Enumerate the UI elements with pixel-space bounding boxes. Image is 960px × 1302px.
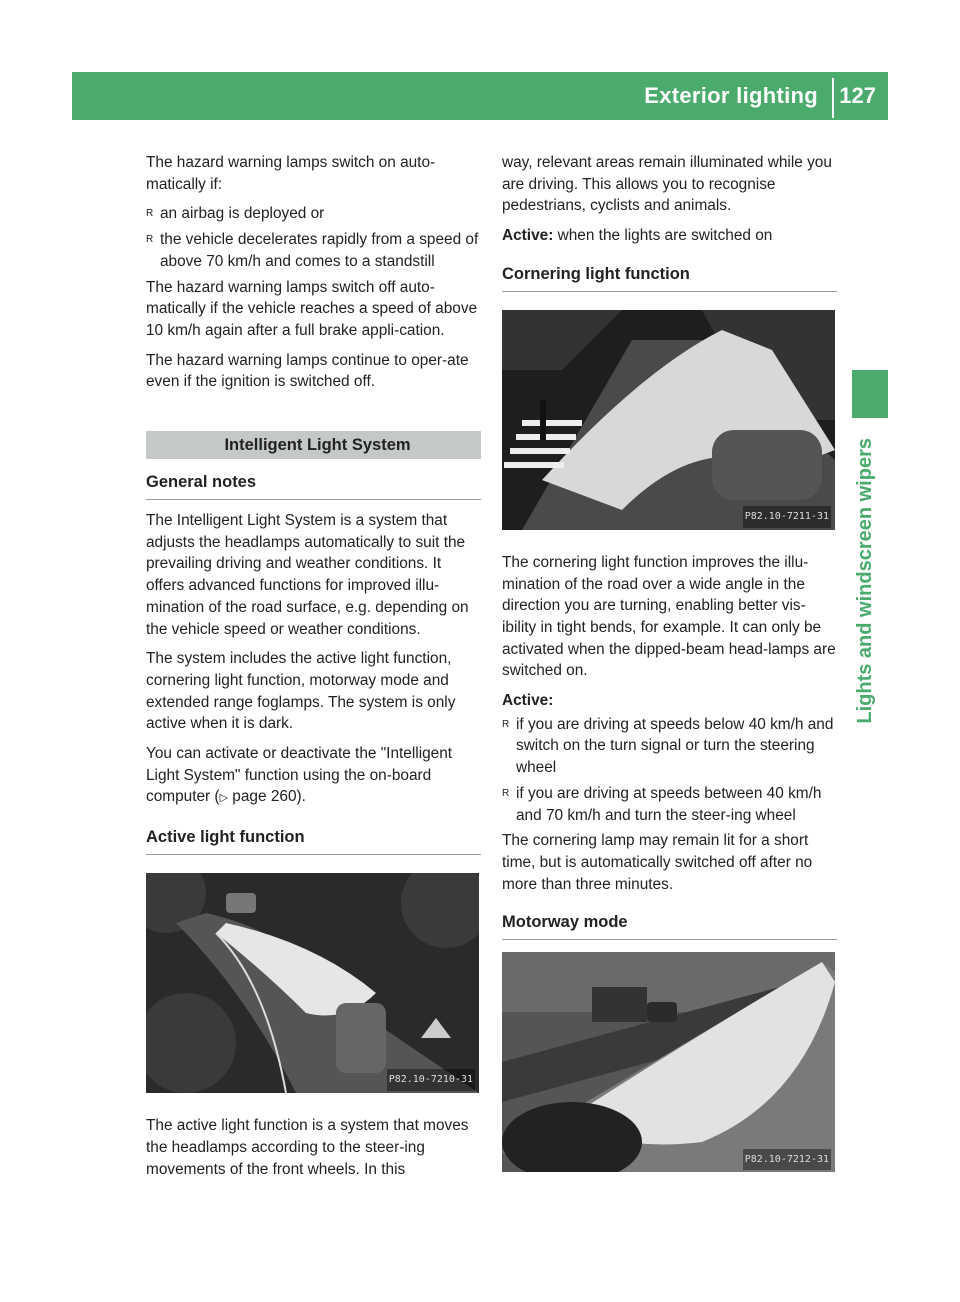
figure-code: P82.10-7212-31 — [743, 1149, 831, 1171]
motorway-mode-illustration — [502, 952, 835, 1172]
figure-code: P82.10-7210-31 — [387, 1069, 475, 1091]
cornering-active — [502, 690, 837, 712]
road-curve-image — [146, 873, 479, 1093]
side-tab-label: Lights and windscreen wipers — [854, 438, 876, 724]
right-column — [502, 152, 837, 1194]
page-number: 127 — [839, 83, 876, 108]
list-item — [146, 203, 481, 225]
bullet-marker: R — [146, 234, 154, 246]
section-title: Exterior lighting — [644, 83, 818, 108]
list-item — [502, 714, 837, 779]
list-item-text: the vehicle decelerates rapidly from a speed of above 70 km/h and comes to a standstill — [160, 231, 479, 270]
cornering-light-heading: Cornering light function — [502, 263, 837, 292]
list-item — [146, 229, 481, 272]
active-condition — [502, 225, 837, 247]
figure-code: P82.10-7211-31 — [743, 506, 831, 528]
motorway-mode-heading: Motorway mode — [502, 911, 837, 940]
bullet-marker: R — [502, 718, 510, 730]
left-column — [146, 152, 481, 1188]
hazard-off-text: The hazard warning lamps switch off auto-matically if the vehicle reaches a speed of above 10 km/h again after a full brake appli-cation. — [146, 278, 478, 339]
motorway-image — [502, 952, 835, 1172]
text-run: You can activate or deactivate the "Intelligent Light System" function using the on-board computer ( — [146, 745, 453, 806]
general-paragraph — [146, 743, 481, 810]
cornering-paragraph: The cornering lamp may remain lit for a short time, but is automatically switched off after no more than three minutes. — [502, 832, 813, 893]
active-light-paragraph-cont: way, relevant areas remain illuminated while you are driving. This allows you to recognise pedestrians, cyclists and animals. — [502, 154, 832, 215]
list-item-text: if you are driving at speeds between 40 km/h and 70 km/h and turn the steer-ing wheel — [516, 784, 822, 824]
bullet-marker: R — [502, 787, 510, 799]
cornering-light-illustration — [502, 310, 835, 530]
bullet-marker: R — [146, 208, 154, 220]
cornering-active-label: Active: — [502, 692, 554, 710]
general-paragraph: The system includes the active light function, cornering light function, motorway mode and extended range foglamps. The system is only active when it is dark. — [146, 650, 456, 733]
general-paragraph: The Intelligent Light System is a system that adjusts the headlamps automatically to suit the prevailing driving and weather conditions. It offers advanced functions for improved illu-mination of the road surface, e.g. depending on the vehicle speed or weather conditions. — [146, 512, 469, 638]
section-heading: Intelligent Light System — [146, 431, 481, 459]
header-divider — [832, 78, 834, 118]
list-item-text: an airbag is deployed or — [160, 205, 325, 223]
active-light-paragraph: The active light function is a system that moves the headlamps according to the steer-ing movements of the front wheels. In this — [146, 1117, 469, 1178]
list-item-text: if you are driving at speeds below 40 km/h and switch on the turn signal or turn the steering wheel — [516, 715, 834, 777]
page-reference-arrow-icon: ▷ — [219, 792, 229, 805]
general-notes-heading: General notes — [146, 471, 481, 500]
page-reference: page 260). — [228, 788, 306, 806]
cornering-paragraph: The cornering light function improves the illu-mination of the road over a wide angle in the direction you are turning, enabling better vis-ibility in tight bends, for example. It can only be activated when the dipped-beam head-lamps are switched on. — [502, 553, 836, 680]
hazard-intro: The hazard warning lamps switch on auto-matically if: — [146, 154, 436, 193]
active-condition-text: when the lights are switched on — [553, 227, 773, 245]
active-label: Active: — [502, 227, 554, 245]
active-light-illustration — [146, 873, 479, 1093]
active-light-heading: Active light function — [146, 826, 481, 855]
hazard-continue-text: The hazard warning lamps continue to oper-ate even if the ignition is switched off. — [146, 351, 469, 391]
list-item — [502, 783, 837, 826]
intersection-image — [502, 310, 835, 530]
side-tab-marker — [852, 370, 888, 418]
header-bar — [72, 72, 888, 120]
